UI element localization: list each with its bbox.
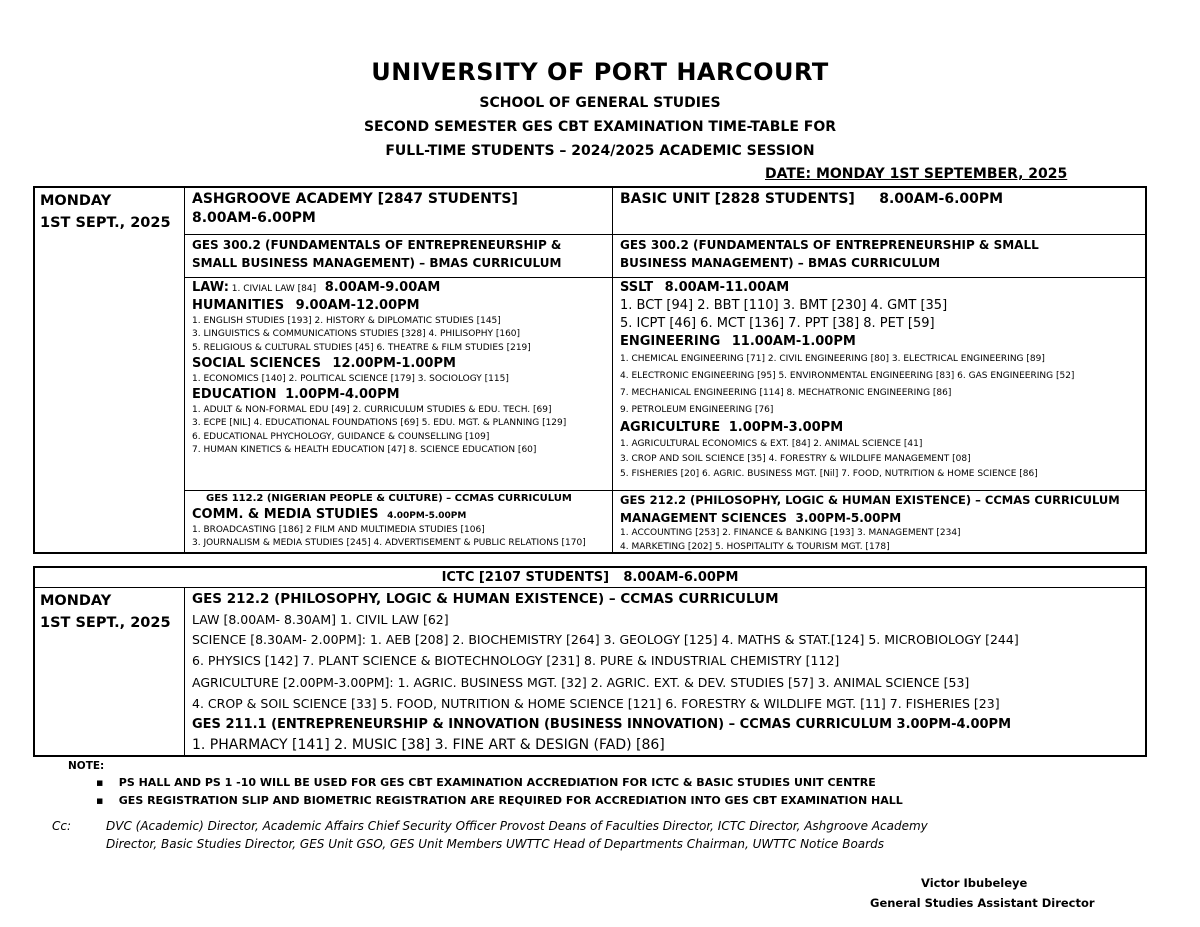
cc-line-1: DVC (Academic) Director, Academic Affairs Chief Security Officer Provost Deans of Faculties Director, ICTC Director, Ashgroove Academy xyxy=(106,819,928,833)
ashgroove-header xyxy=(192,190,607,228)
session-title: FULL-TIME STUDENTS – 2024/2025 ACADEMIC SESSION xyxy=(385,143,815,159)
exam-date: DATE: MONDAY 1ST SEPTEMBER, 2025 xyxy=(765,166,1068,182)
school-title: SCHOOL OF GENERAL STUDIES xyxy=(479,95,721,111)
day-label-lower: MONDAY 1ST SEPT., 2025 xyxy=(40,593,171,631)
ashgroove-course2: GES 112.2 (NIGERIAN PEOPLE & CULTURE) – CCMAS CURRICULUM COMM. & MEDIA STUDIES 4.00PM-5.00PM 1. BROADCASTING [186] 2 FILM AND MULTIMEDIA STUDIES [106] 3. JOURNALISM & MEDIA STUDIES [245] 4. ADVERTISEMENT & PUBLIC RELATIONS [170] xyxy=(192,493,586,549)
note-label: NOTE: xyxy=(68,760,105,772)
ictc-header: ICTC [2107 STUDENTS] 8.00AM-6.00PM xyxy=(441,570,739,585)
basic-header xyxy=(620,190,1140,209)
university-title: UNIVERSITY OF PORT HARCOURT xyxy=(371,58,829,86)
cc-line-2: Director, Basic Studies Director, GES Unit GSO, GES Unit Members UWTTC Head of Departments Chairman, UWTTC Notice Boards xyxy=(106,837,884,851)
ashgroove-course1: GES 300.2 (FUNDAMENTALS OF ENTREPRENEURSHIP & SMALL BUSINESS MANAGEMENT) – BMAS CURRICULUM xyxy=(192,238,562,270)
ashgroove-faculties: LAW: 1. CIVIAL LAW [84] 8.00AM-9.00AM HUMANITIES 9.00AM-12.00PM 1. ENGLISH STUDIES [193] 2. HISTORY & DIPLOMATIC STUDIES [145] 3. LINGUISTICS & COMMUNICATIONS STUDIES [328] 4. PHILISOPHY [160] 5. RELIGIOUS & CULTURAL STUDIES [45] 6. THEATRE & FILM STUDIES [219] SOCIAL SCIENCES 12.00PM-1.00PM 1. ECONOMICS [140] 2. POLITICAL SCIENCE [179] 3. SOCIOLOGY [115] EDUCATION 1.00PM-4.00PM 1. ADULT & NON-FORMAL EDU [49] 2. CURRICULUM STUDIES & EDU. TECH. [69] 3. ECPE [NIL] 4. EDUCATIONAL FOUNDATIONS [69] 5. EDU. MGT. & PLANNING [129] 6. EDUCATIONAL PHYCHOLOGY, GUIDANCE & COUNSELLING [109] 7. HUMAN KINETICS & HEALTH EDUCATION [47] 8. SCIENCE EDUCATION [60] xyxy=(192,280,567,456)
ashgroove-title: ASHGROOVE ACADEMY [2847 STUDENTS] xyxy=(192,191,518,207)
basic-course1: GES 300.2 (FUNDAMENTALS OF ENTREPRENEURSHIP & SMALL BUSINESS MANAGEMENT) – BMAS CURRICULUM xyxy=(620,238,1039,270)
note-item: ▪ GES REGISTRATION SLIP AND BIOMETRIC REGISTRATION ARE REQUIRED FOR ACCREDIATION INTO GES CBT EXAMINATION HALL xyxy=(96,794,903,807)
basic-faculties: SSLT 8.00AM-11.00AM 1. BCT [94] 2. BBT [110] 3. BMT [230] 4. GMT [35] 5. ICPT [46] 6. MCT [136] 7. PPT [38] 8. PET [59] ENGINEERING 11.00AM-1.00PM 1. CHEMICAL ENGINEERING [71] 2. CIVIL ENGINEERING [80] 3. ELECTRICAL ENGINEERING [89] 4. ELECTRONIC ENGINEERING [95] 5. ENVIRONMENTAL ENGINEERING [83] 6. GAS ENGINEERING [52] 7. MECHANICAL ENGINEERING [114] 8. MECHATRONIC ENGINEERING [86] 9. PETROLEUM ENGINEERING [76] AGRICULTURE 1.00PM-3.00PM 1. AGRICULTURAL ECONOMICS & EXT. [84] 2. ANIMAL SCIENCE [41] 3. CROP AND SOIL SCIENCE [35] 4. FORESTRY & WILDLIFE MANAGEMENT [08] 5. FISHERIES [20] 6. AGRIC. BUSINESS MGT. [Nil] 7. FOOD, NUTRITION & HOME SCIENCE [86] xyxy=(620,280,1075,479)
note-item: ▪ PS HALL AND PS 1 -10 WILL BE USED FOR GES CBT EXAMINATION ACCREDIATION FOR ICTC & BASIC STUDIES UNIT CENTRE xyxy=(96,776,876,789)
basic-time: 8.00AM-6.00PM xyxy=(879,191,1004,207)
signatory-title: General Studies Assistant Director xyxy=(870,896,1095,910)
ictc-schedule: GES 212.2 (PHILOSOPHY, LOGIC & HUMAN EXISTENCE) – CCMAS CURRICULUM LAW [8.00AM- 8.30AM] 1. CIVIL LAW [62] SCIENCE [8.30AM- 2.00PM]: 1. AEB [208] 2. BIOCHEMISTRY [264] 3. GEOLOGY [125] 4. MATHS & STAT.[124] 5. MICROBIOLOGY [244] 6. PHYSICS [142] 7. PLANT SCIENCE & BIOTECHNOLOGY [231] 8. PURE & INDUSTRIAL CHEMISTRY [112] AGRICULTURE [2.00PM-3.00PM]: 1. AGRIC. BUSINESS MGT. [32] 2. AGRIC. EXT. & DEV. STUDIES [57] 3. ANIMAL SCIENCE [53] 4. CROP & SOIL SCIENCE [33] 5. FOOD, NUTRITION & HOME SCIENCE [121] 6. FORESTRY & WILDLIFE MGT. [11] 7. FISHERIES [23] GES 211.1 (ENTREPRENEURSHIP & INNOVATION (BUSINESS INNOVATION) – CCMAS CURRICULUM 3.00PM-4.00PM 1. PHARMACY [141] 2. MUSIC [38] 3. FINE ART & DESIGN (FAD) [86] xyxy=(192,591,1019,753)
basic-title: BASIC UNIT [2828 STUDENTS] xyxy=(620,191,855,207)
cc-label: Cc: xyxy=(52,819,72,833)
day-label-upper: MONDAY 1ST SEPT., 2025 xyxy=(40,193,171,231)
basic-course2: GES 212.2 (PHILOSOPHY, LOGIC & HUMAN EXISTENCE) – CCMAS CURRICULUM MANAGEMENT SCIENCES 3.00PM-5.00PM 1. ACCOUNTING [253] 2. FINANCE & BANKING [193] 3. MANAGEMENT [234] 4. MARKETING [202] 5. HOSPITALITY & TOURISM MGT. [178] xyxy=(620,493,1120,552)
ashgroove-time: 8.00AM-6.00PM xyxy=(192,210,316,226)
timetable-title: SECOND SEMESTER GES CBT EXAMINATION TIME-TABLE FOR xyxy=(363,119,837,135)
signatory-name: Victor Ibubeleye xyxy=(921,876,1028,890)
